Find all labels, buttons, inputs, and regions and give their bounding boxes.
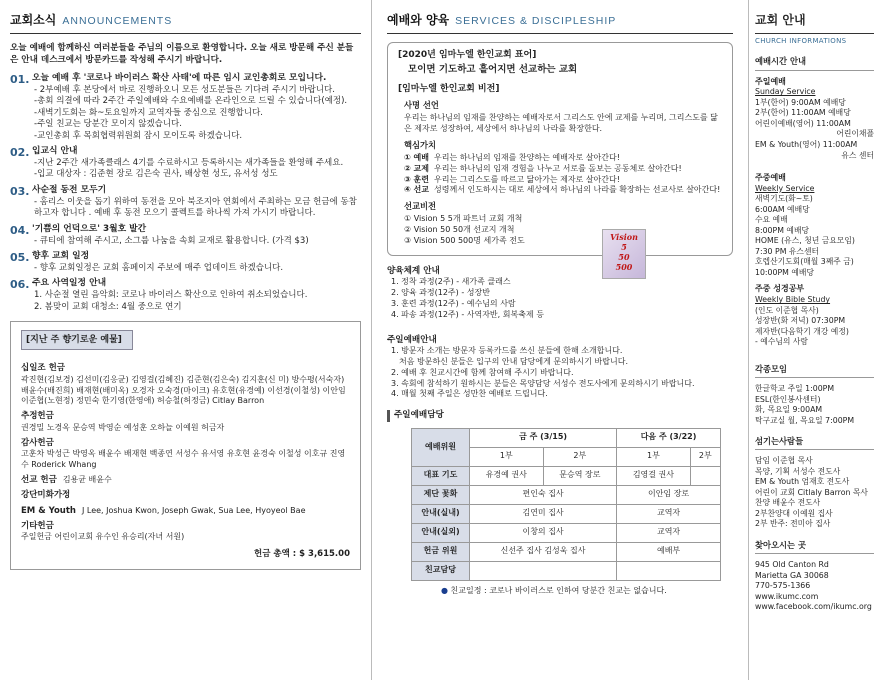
bible-study-block xyxy=(755,284,874,347)
info-line: - 예수님의 사람 xyxy=(755,337,808,347)
offering-group xyxy=(21,363,350,407)
vision-badge-line: 50 xyxy=(618,252,630,262)
schedule-cell xyxy=(690,466,720,485)
mission-head: 사명 선언 xyxy=(404,100,439,111)
announcements-title-en: ANNOUNCEMENTS xyxy=(62,15,173,27)
announcement-line: -총회 의결에 따라 2주간 주일예배와 수요예배를 온라인으로 드릴 수 있습니다(예정). xyxy=(34,96,348,107)
worship-guide-line: 2. 예배 후 친교시간에 함께 참여해 주시기 바랍니다. xyxy=(391,367,574,377)
announcement-body xyxy=(32,251,361,274)
offering-group xyxy=(21,438,350,471)
service-times-head: 예배시간 안내 xyxy=(755,56,874,70)
info-line: 1부(한어) 9:00AM 예배당 xyxy=(755,97,846,107)
core-value xyxy=(398,153,722,164)
core-value-label: ② 교제 xyxy=(404,163,430,173)
announcements-title: 교회소식 xyxy=(10,13,57,27)
nurture-step: 4. 파송 과정(12주) - 사역자반, 회복축제 등 xyxy=(391,309,544,319)
announcement-title: 입교식 안내 xyxy=(32,146,78,157)
schedule-row-label: 대표 기도 xyxy=(412,466,470,485)
mission-goal: ③ Vision 500 500명 세가족 전도 xyxy=(404,236,525,246)
info-line: Marietta GA 30068 xyxy=(755,570,829,580)
vision-badge-line: Vision xyxy=(610,232,638,242)
offering-group-names: 곽진현(김보경) 김선미(김응균) 김영걸(김혜진) 김준현(김은숙) 김지훈(신 미) 방수평(서숙자) 배윤수(배진희) 배재현(배미옥) 오경자 오숙경(마이크) 유호현(유경예) 이선경(이철성) 이안임 이준협(노현정) 정민숙 한기영(한영애) 허승철(허정금) Citlay Barron xyxy=(21,374,346,406)
staff-list xyxy=(755,456,874,530)
announcement-line: - 향후 교회일정은 교회 홈페이지 주보에 매주 업데이트 하겠습니다. xyxy=(34,262,284,273)
announcement-item xyxy=(10,251,361,274)
classes-list xyxy=(755,384,874,426)
offering-group xyxy=(21,475,350,486)
schedule-cell: 김연미 집사 xyxy=(470,504,617,523)
schedule-cell: 교역자 xyxy=(617,523,721,542)
offering-group-names: 권경밀 노경옥 문승역 박영순 예성훈 오하늘 이예원 허금자 xyxy=(21,422,225,432)
info-line: 화, 목요일 9:00AM xyxy=(755,405,823,415)
core-value xyxy=(398,185,722,196)
announcement-number: 03. xyxy=(10,184,30,198)
nurture-step: 2. 양육 과정(12주) - 성장반 xyxy=(391,288,490,298)
announcement-item xyxy=(10,224,361,247)
announcement-line: - 큐티에 참여해 주시고, 소그룹 나눔을 속회 교재로 활용합니다. (가격 $3) xyxy=(34,235,309,246)
announcement-line: -새벽기도회는 화~토요일까지 교역자들 중심으로 진행합니다. xyxy=(34,107,263,118)
worship-guide-line: 3. 속회에 참석하기 원하시는 분들은 목양담당 서성수 전도사에게 문의하시기 바랍니다. xyxy=(391,378,695,388)
info-line: 담임 이준협 목사 xyxy=(755,456,813,466)
info-line: 8:00PM 예배당 xyxy=(755,225,810,235)
announcement-number: 01. xyxy=(10,72,30,86)
info-line: 770-575-1366 xyxy=(755,581,811,591)
services-title: 예배와 양육 xyxy=(387,13,450,27)
core-value xyxy=(398,175,722,186)
vision-badge-line: 5 xyxy=(621,242,627,252)
schedule-row xyxy=(412,485,721,504)
worship-guide-list xyxy=(387,346,733,400)
year-motto: 모이면 기도하고 흩어지면 선교하는 교회 xyxy=(408,64,578,76)
schedule-cell: 예배부 xyxy=(617,542,721,561)
weekly-service-title: 주중예배 xyxy=(755,173,786,183)
offering-group xyxy=(21,490,350,501)
info-line: 제자반(다음학기 개강 예정) xyxy=(755,326,849,336)
info-line: 7:30 PM 유스센터 xyxy=(755,246,820,256)
classes-head: 각종모임 xyxy=(755,364,874,378)
offering-group-names: J Lee, Joshua Kwon, Joseph Gwak, Sua Lee, Hyoyeol Bae xyxy=(81,505,306,515)
schedule-this-week: 금 주 (3/15) xyxy=(470,428,617,447)
core-value-label: ③ 훈련 xyxy=(404,174,430,184)
year-motto-title: [2020년 임마누엘 한인교회 표어] xyxy=(398,50,537,60)
announcement-line: 2. 봄맞이 교회 대청소: 4월 중으로 연기 xyxy=(34,301,182,312)
values-list xyxy=(398,153,722,196)
goals-head: 선교비전 xyxy=(404,201,437,212)
info-line: 10:00PM 예배당 xyxy=(755,267,814,277)
offering-group-names: 고훈차 박성근 박영옥 배윤수 배재현 백종연 서성수 유서영 유호현 윤경숙 이철성 이호규 진영수 Roderick Whang xyxy=(21,448,346,469)
weekly-service-sub: Weekly Service xyxy=(755,183,815,193)
schedule-row xyxy=(412,523,721,542)
info-line: 2부찬양대 이예원 집사 xyxy=(755,508,833,518)
announcement-title: 오늘 예배 후 '코로나 바이러스 확산 사태'에 따른 임시 교인총회로 모입니다. xyxy=(32,72,327,83)
offering-group-head: 강단미화가정 xyxy=(21,490,71,501)
announcement-title: 향후 교회 일정 xyxy=(32,251,90,262)
info-line: 목양, 기획 서성수 전도사 xyxy=(755,466,841,476)
announcements-column xyxy=(0,0,372,680)
core-value-text: 우리는 그리스도를 따르고 닮아가는 제자로 살아간다! xyxy=(434,174,620,184)
info-line: 탁구교실 월, 목요일 7:00PM xyxy=(755,415,855,425)
schedule-cell: 신선주 집사 김성욱 집사 xyxy=(470,542,617,561)
announcement-line: -입교 대상자 : 김준현 장로 김은숙 권사, 배상현 성도, 유서성 성도 xyxy=(34,169,278,180)
services-header xyxy=(387,12,733,34)
announcement-title: 주요 사역일정 안내 xyxy=(32,278,107,289)
core-value-label: ④ 선교 xyxy=(404,185,430,195)
church-info-subtitle: CHURCH INFORMATIONS xyxy=(755,37,847,45)
schedule-cell: 이안임 장로 xyxy=(617,485,721,504)
offering-group-names: 김용균 배윤수 xyxy=(62,474,112,484)
worship-guide-line: 처음 방문하신 분들은 입구의 안내 담당에게 문의하시기 바랍니다. xyxy=(399,357,628,366)
schedule-row-label: 친교담당 xyxy=(412,561,470,580)
core-value-text: 우리는 하나님의 임재를 찬양하는 예배자로 살아간다! xyxy=(434,153,620,163)
bible-study-title: 주중 성경공부 xyxy=(755,284,805,294)
schedule-part: 2부 xyxy=(690,447,720,466)
offering-group xyxy=(21,506,350,517)
announcement-number: 06. xyxy=(10,278,30,292)
schedule-row-label: 안내(실내) xyxy=(412,504,470,523)
info-line: www.facebook.com/ikumc.org xyxy=(755,602,872,612)
announcement-item xyxy=(10,185,361,220)
announcement-body xyxy=(32,224,361,247)
info-line: 2부(한어) 11:00AM 예배당 xyxy=(755,108,851,118)
schedule-note xyxy=(441,586,733,597)
offering-group xyxy=(21,411,350,433)
worship-guide-line: 1. 방문자 소개는 방문자 등록카드를 쓰신 분들에 한해 소개합니다. xyxy=(391,346,623,356)
schedule-cell: 교역자 xyxy=(617,504,721,523)
schedule-table xyxy=(411,428,721,581)
values-head: 핵심가치 xyxy=(404,139,437,150)
announcement-body xyxy=(32,73,361,142)
vision-badge-line: 500 xyxy=(615,262,633,272)
schedule-cell xyxy=(617,561,721,580)
announcement-title: 사순절 동전 모두기 xyxy=(32,184,107,195)
goals-list xyxy=(398,214,722,246)
bible-study-sub: Weekly Bible Study xyxy=(755,295,831,305)
offering-group-names: 주일헌금 어린이교회 유수인 유승리(자녀 서원) xyxy=(21,532,185,542)
church-info-column xyxy=(748,0,880,680)
services-title-en: SERVICES & DISCIPLESHIP xyxy=(455,15,617,27)
announcement-body xyxy=(32,278,361,313)
schedule-row xyxy=(412,542,721,561)
schedule-cell: 편인숙 집사 xyxy=(470,485,617,504)
mission-text: 우리는 하나님의 임재를 찬양하는 예배자로서 그리스도 안에 교제를 누리며, 그리스도를 닮은 제자로 성장하여, 세상에서 하나님의 나라를 확장한다. xyxy=(404,113,718,134)
announcement-line: -지난 2주간 새가족클래스 4기를 수료하시고 등록하시는 새가족들을 환영해 주세요. xyxy=(34,158,344,168)
sunday-service-title: 주일예배 xyxy=(755,76,786,86)
nurture-step: 3. 훈련 과정(12주) - 예수님의 사람 xyxy=(391,299,516,309)
info-line: 어린이예배(영어) 11:00AM xyxy=(755,118,851,128)
schedule-col-group: 예배위원 xyxy=(412,428,470,466)
info-line: 새벽기도(화~토) xyxy=(755,194,813,204)
schedule-row-label: 제단 꽃화 xyxy=(412,485,470,504)
offering-total: 헌금 총액 : $ 3,615.00 xyxy=(254,549,350,560)
worship-guide-line: 4. 매월 첫째 주일은 성만찬 예배로 드립니다. xyxy=(391,389,548,399)
info-line: 어린이채플 xyxy=(836,129,874,139)
staff-head: 섬기는사람들 xyxy=(755,436,874,450)
schedule-part: 2부 xyxy=(543,447,617,466)
vision-title: [임마누엘 한인교회 비전] xyxy=(398,83,500,94)
weekly-service-block xyxy=(755,173,874,278)
info-line: 2부 반주: 전미아 집사 xyxy=(755,519,831,529)
schedule-note-text: 친교일정 : 코로나 바이러스로 인하여 당분간 친교는 없습니다. xyxy=(450,585,667,595)
info-line: 성장반(화 저녁) 07:30PM xyxy=(755,316,846,326)
schedule-part: 1부 xyxy=(470,447,544,466)
info-line: 유스 센터 xyxy=(841,150,874,160)
core-value-text: 우리는 하나님의 임재 경험을 나누고 서로를 돌보는 공동체로 살아간다! xyxy=(434,163,682,173)
info-line: EM & Youth 엄재호 전도사 xyxy=(755,477,850,487)
info-line: 6:00AM 예배당 xyxy=(755,204,810,214)
schedule-part: 1부 xyxy=(617,447,691,466)
schedule-cell xyxy=(470,561,617,580)
announcement-number: 02. xyxy=(10,146,30,160)
schedule-title: 주일예배담당 xyxy=(387,410,733,422)
announcement-number: 05. xyxy=(10,251,30,265)
offering-group-head: EM & Youth xyxy=(21,505,76,516)
info-line: (인도 이준협 목사) xyxy=(755,305,819,315)
info-line: 어린이 교회 Citlaly Barron 목사 xyxy=(755,487,868,497)
schedule-cell: 이창의 집사 xyxy=(470,523,617,542)
announcement-line: - 2부예배 후 본당에서 바로 진행하오니 모든 성도분들은 기다려 주시기 바랍니다. xyxy=(34,84,335,95)
announcement-title: '기쁨의 언덕으로' 3월호 발간 xyxy=(32,223,147,234)
schedule-row-label: 헌금 위원 xyxy=(412,542,470,561)
schedule-next-week: 다음 주 (3/22) xyxy=(617,428,721,447)
schedule-cell: 유경예 권사 xyxy=(470,466,544,485)
announcement-line: -교인총회 후 목회협력위원회 잠시 모이도록 하겠습니다. xyxy=(34,130,243,141)
announcement-body xyxy=(32,185,361,220)
schedule-row-label: 안내(실외) xyxy=(412,523,470,542)
announcement-item xyxy=(10,146,361,181)
nurture-list xyxy=(387,277,733,320)
announcement-item xyxy=(10,73,361,142)
sunday-service-block xyxy=(755,77,874,161)
offering-group-head: 추정헌금 xyxy=(21,411,54,422)
schedule-row xyxy=(412,466,721,485)
offering-group-head: 선교 헌금 xyxy=(21,474,57,485)
announcement-line: 1. 사순절 열린 음악회: 코로나 바이러스 확산으로 인하여 취소되었습니다. xyxy=(34,290,308,301)
nurture-head: 양육체계 안내 xyxy=(387,265,440,276)
announcement-list xyxy=(10,73,361,313)
offering-group xyxy=(21,521,350,543)
schedule-cell: 문승역 장로 xyxy=(543,466,617,485)
offering-group-head: 감사헌금 xyxy=(21,437,54,448)
offerings-box xyxy=(10,321,361,569)
visit-head: 찾아오시는 곳 xyxy=(755,540,874,554)
announcement-body xyxy=(32,146,361,181)
church-info-title: 교회 안내 xyxy=(755,12,874,34)
info-line: www.ikumc.com xyxy=(755,591,819,601)
welcome-intro: 오늘 예배에 함께하신 여러분들을 주님의 이름으로 환영합니다. 오늘 새로 방문해 주신 분들은 안내 데스크에서 방문카드를 작성해 주시기 바랍니다. xyxy=(10,43,354,66)
info-line: 한글학교 주일 1:00PM xyxy=(755,384,835,394)
core-value-label: ① 예배 xyxy=(404,153,430,163)
schedule-cell: 김영걸 권사 xyxy=(617,466,691,485)
offerings-title: [지난 주 향기로운 예물] xyxy=(21,330,133,350)
schedule-row xyxy=(412,504,721,523)
address-block xyxy=(755,560,874,613)
sunday-service-sub: Sunday Service xyxy=(755,87,816,97)
announcement-line: - 홈리스 이웃을 돕기 위하여 동전을 모아 북조지아 연회에서 주최하는 모금 헌금에 동참하고자 합니다 . 예배 후 동전 모으기 콜렉트를 하나씩 가져 가시기 바랍니다. xyxy=(34,196,357,219)
info-line: 호렙산기도회(매월 3째주 금) xyxy=(755,257,854,267)
mission-goal: ① Vision 5 5개 파트너 교회 개척 xyxy=(404,214,523,224)
info-line: 찬양 배윤수 전도사 xyxy=(755,498,821,508)
schedule-row xyxy=(412,561,721,580)
info-line: ESL(한인봉사센터) xyxy=(755,394,821,404)
info-line: 수요 예배 xyxy=(755,215,788,225)
mission-goal: ② Vision 50 50개 선교지 개척 xyxy=(404,225,515,235)
services-column xyxy=(373,0,745,680)
offering-group-head: 십일조 헌금 xyxy=(21,363,66,374)
core-value xyxy=(398,164,722,175)
info-line: 945 Old Canton Rd xyxy=(755,560,829,570)
info-line: HOME (유스, 청년 금요모임) xyxy=(755,236,855,246)
worship-guide-head: 주일예배안내 xyxy=(387,334,437,345)
nurture-step: 1. 정착 과정(2주) - 새가족 클래스 xyxy=(391,277,511,287)
offering-group-head: 기타헌금 xyxy=(21,520,54,531)
info-line: EM & Youth(영어) 11:00AM xyxy=(755,140,858,149)
announcements-header xyxy=(10,12,361,34)
announcement-item xyxy=(10,278,361,313)
bullet-icon: ● xyxy=(441,585,448,595)
announcement-line: -주일 친교는 당분간 모이지 않겠습니다. xyxy=(34,119,182,130)
core-value-text: 성령께서 인도하시는 대로 세상에서 하나님의 나라를 확장하는 선교사로 살아간다! xyxy=(434,185,721,195)
offering-groups xyxy=(21,363,350,543)
vision-badge xyxy=(602,229,646,279)
announcement-number: 04. xyxy=(10,223,30,237)
